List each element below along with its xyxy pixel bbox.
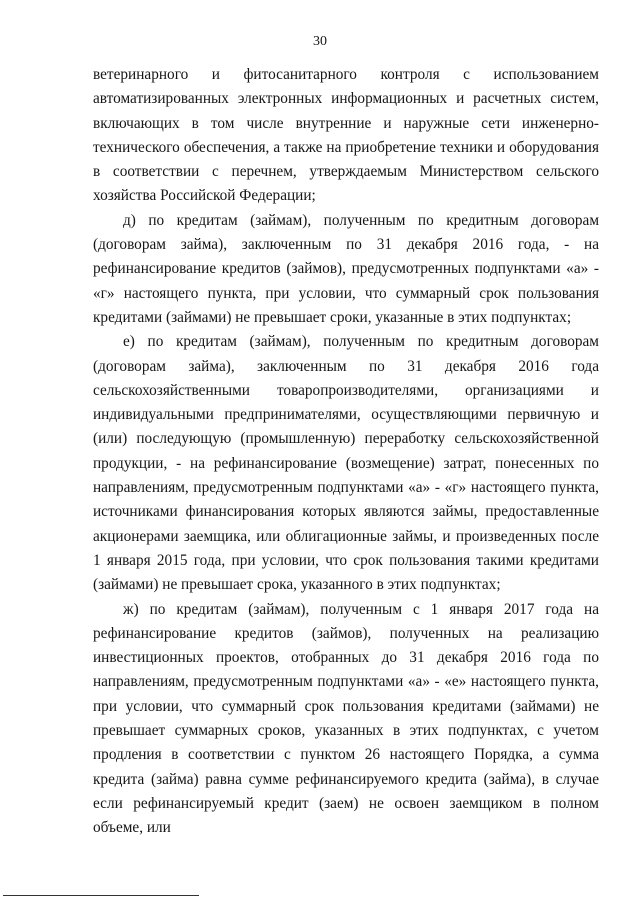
paragraph-zh: ж) по кредитам (займам), полученным с 1 января 2017 года на рефинансирование кредитов (займов), полученных на реализацию инвестиционных проектов, отобранных до 31 декабря 2016 года по направлениям, предусмотренным подпунктами «а» - «е» настоящего пункта, при условии, что суммарный срок пользования кредитами (займами) не превышает суммарных сроков, указанных в этих подпунктах, с учетом продления в соответствии с пунктом 26 настоящего Порядка, а сумма кредита (займа) равна сумме рефинансируемого кредита (займа), в случае если рефинансируемый кредит (заем) не освоен заемщиком в полном объеме, или bbox=[93, 600, 599, 837]
paragraph-continuation: ветеринарного и фитосанитарного контроля с использованием автоматизированных электронных информационных и расчетных систем, включающих в том числе внутренние и наружные сети инженерно-технического обеспечения, а также на приобретение техники и оборудования в соответствии с перечнем, утверждаемым Министерством сельского хозяйства Российской Федерации; bbox=[93, 66, 599, 205]
footnote-separator bbox=[3, 895, 199, 896]
page-number: 30 bbox=[313, 34, 327, 49]
paragraph-d: д) по кредитам (займам), полученным по кредитным договорам (договорам займа), заключенным по 31 декабря 2016 года, - на рефинансирование кредитов (займов), предусмотренных подпунктами «а» - «г» настоящего пункта, при условии, что суммарный срок пользования кредитами (займами) не превышает сроки, указанные в этих подпунктах; bbox=[93, 211, 599, 326]
document-body bbox=[93, 63, 599, 841]
paragraph-e: е) по кредитам (займам), полученным по кредитным договорам (договорам займа), заключенным по 31 декабря 2016 года сельскохозяйственными товаропроизводителями, организациями и индивидуальными предпринимателями, осуществляющими первичную и (или) последующую (промышленную) переработку сельскохозяйственной продукции, - на рефинансирование (возмещение) затрат, понесенных по направлениям, предусмотренным подпунктами «а» - «г» настоящего пункта, источниками финансирования которых являются займы, предоставленные акционерами заемщика, или облигационные займы, и произведенных после 1 января 2015 года, при условии, что срок пользования такими кредитами (займами) не превышает срока, указанного в этих подпунктах; bbox=[93, 333, 599, 594]
